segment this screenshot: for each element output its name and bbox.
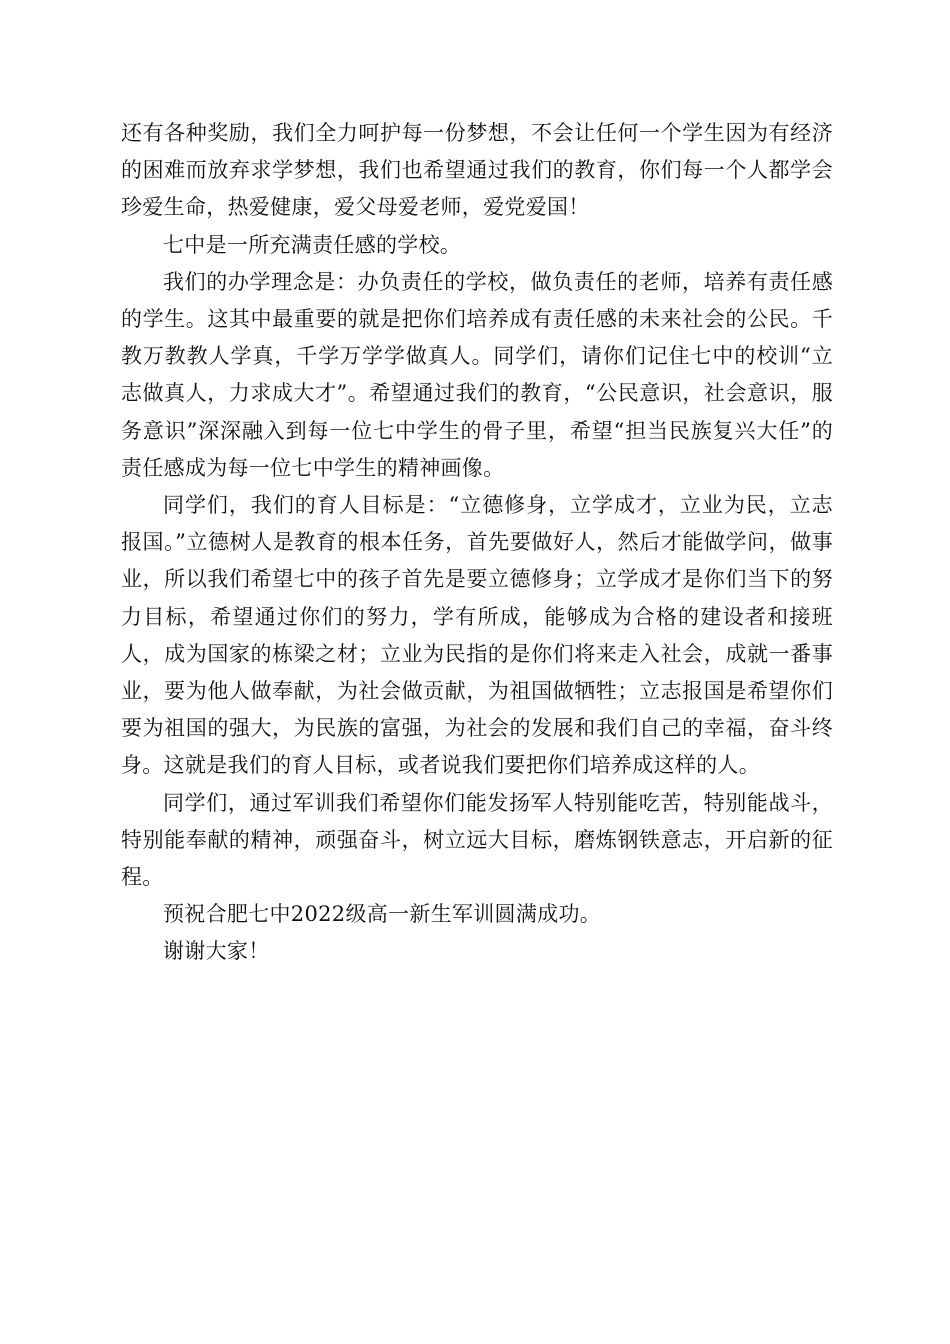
- document-body: [121, 115, 833, 971]
- paragraph-education-goals: 同学们，我们的育人目标是：“立德修身，立学成才，立业为民，立志报国。”立德树人是教育的根本任务，首先要做好人，然后才能做学问，做事业，所以我们希望七中的孩子首先是要立德修身；立学成才是你们当下的努力目标，希望通过你们的努力，学有所成，能够成为合格的建设者和接班人，成为国家的栋梁之材；立业为民指的是你们将来走入社会，成就一番事业，要为他人做奉献，为社会做贡献，为祖国做牺牲；立志报国是希望你们要为祖国的强大，为民族的富强，为社会的发展和我们自己的幸福，奋斗终身。这就是我们的育人目标，或者说我们要把你们培养成这样的人。: [121, 493, 833, 778]
- paragraph-thanks: 谢谢大家！: [163, 939, 270, 964]
- paragraph-continuation: 还有各种奖励，我们全力呵护每一份梦想，不会让任何一个学生因为有经济的困难而放弃求学梦想，我们也希望通过我们的教育，你们每一个人都学会珍爱生命，热爱健康，爱父母爱老师，爱党爱国！: [121, 121, 833, 220]
- paragraph-school-responsibility: 七中是一所充满责任感的学校。: [163, 232, 462, 257]
- paragraph-wishes: 预祝合肥七中2022级高一新生军训圆满成功。: [163, 902, 602, 927]
- paragraph-military-training: 同学们，通过军训我们希望你们能发扬军人特别能吃苦，特别能战斗，特别能奉献的精神，顽强奋斗，树立远大目标，磨炼钢铁意志，开启新的征程。: [121, 790, 833, 890]
- paragraph-school-philosophy: 我们的办学理念是：办负责任的学校，做负责任的老师，培养有责任感的学生。这其中最重要的就是把你们培养成有责任感的未来社会的公民。千教万教教人学真，千学万学学做真人。同学们，请你们记住七中的校训“立志做真人，力求成大才”。希望通过我们的教育，“公民意识，社会意识，服务意识”深深融入到每一位七中学生的骨子里，希望“担当民族复兴大任”的责任感成为每一位七中学生的精神画像。: [121, 269, 833, 480]
